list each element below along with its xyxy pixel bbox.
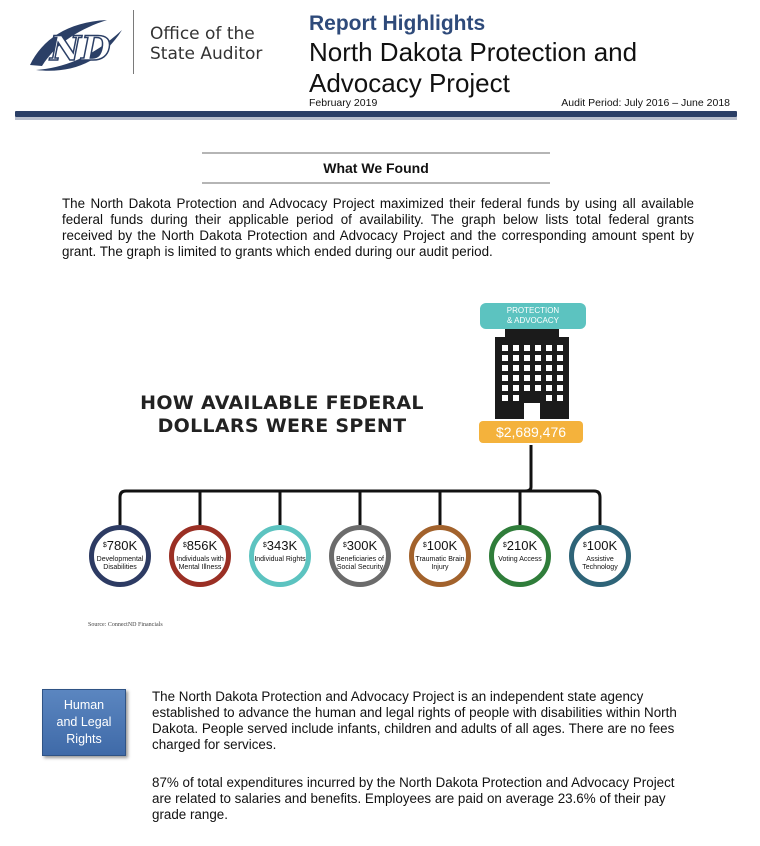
grant-currency-symbol: $	[182, 542, 187, 549]
grant-amount: $100K	[582, 538, 618, 553]
grant-currency-symbol: $	[262, 542, 267, 549]
grant-currency-symbol: $	[102, 542, 107, 549]
protection-advocacy-badge	[480, 303, 586, 329]
grant-currency-symbol: $	[582, 542, 587, 549]
report-title: North Dakota Protection and Advocacy Project	[309, 37, 638, 98]
button-line-2: and Legal	[56, 715, 112, 729]
grant-currency-symbol: $	[422, 542, 427, 549]
section-heading: What We Found	[323, 160, 429, 176]
infographic	[62, 295, 692, 667]
header-bar-shadow	[15, 117, 737, 120]
nd-logo-text: ND	[50, 29, 111, 69]
human-legal-rights-button[interactable]	[42, 689, 126, 756]
logo-divider	[133, 10, 134, 74]
audit-period: Audit Period: July 2016 – June 2018	[561, 97, 730, 109]
grant-circle	[489, 525, 551, 587]
grant-currency-symbol: $	[342, 542, 347, 549]
grant-label: Individuals with Mental Illness	[176, 556, 224, 571]
grant-circle	[169, 525, 231, 587]
grant-amount: $300K	[342, 538, 378, 553]
section-rule-top	[202, 152, 550, 154]
grant-label: Assistive Technology	[582, 556, 618, 571]
section-rule-bottom	[202, 182, 550, 184]
button-line-3: Rights	[66, 732, 102, 746]
grant-label: Traumatic Brain Injury	[415, 556, 465, 571]
infographic-lines	[62, 295, 692, 667]
office-line-2: State Auditor	[150, 44, 263, 64]
grant-currency-symbol: $	[502, 542, 507, 549]
total-amount-badge: $2,689,476	[479, 421, 583, 443]
grant-amount: $100K	[422, 538, 458, 553]
grant-amount: $210K	[502, 538, 538, 553]
grant-circle	[569, 525, 631, 587]
intro-paragraph: The North Dakota Protection and Advocacy Project maximized their federal funds by using all available federal funds during their applicable period of availability. The graph below lists total federal grants received by the North Dakota Protection and Advocacy Project and the corresponding amount spent by grant. The graph is limited to grants which ended during our audit period.	[62, 196, 694, 259]
source-note: Source: ConnectND Financials	[88, 622, 163, 628]
connector-trunk	[525, 445, 531, 491]
grant-amount: $343K	[262, 538, 298, 553]
grant-circle	[409, 525, 471, 587]
badge-line-1: PROTECTION	[506, 306, 560, 315]
grant-label: Developmental Disabilities	[96, 556, 144, 571]
agency-description: The North Dakota Protection and Advocacy Project is an independent state agency established to advance the human and legal rights of people with disabilities within North Dakota. People served include infants, children and adults of all ages. There are no fees charged for services.	[152, 689, 677, 752]
office-name	[150, 24, 262, 64]
grant-circle	[249, 525, 311, 587]
badge-line-2: & ADVOCACY	[506, 316, 559, 325]
grant-label: Voting Access	[498, 556, 542, 563]
infographic-title: HOW AVAILABLE FEDERAL DOLLARS WERE SPENT	[140, 392, 424, 437]
grant-amount: $780K	[102, 538, 138, 553]
report-kicker: Report Highlights	[309, 12, 486, 35]
button-line-1: Human	[63, 698, 105, 712]
grant-amount: $856K	[182, 538, 218, 553]
office-line-1: Office of the	[150, 24, 255, 44]
grant-circle	[329, 525, 391, 587]
building-icon	[495, 329, 569, 419]
nd-logo	[22, 10, 132, 80]
grant-circle	[89, 525, 151, 587]
report-date: February 2019	[309, 97, 378, 109]
grant-label: Beneficiaries of Social Security	[336, 556, 384, 571]
grant-label: Individual Rights	[254, 556, 306, 563]
expenditure-note: 87% of total expenditures incurred by the North Dakota Protection and Advocacy Project are related to salaries and benefits. Employees are paid on average 23.6% of their pay grade range.	[152, 775, 675, 822]
